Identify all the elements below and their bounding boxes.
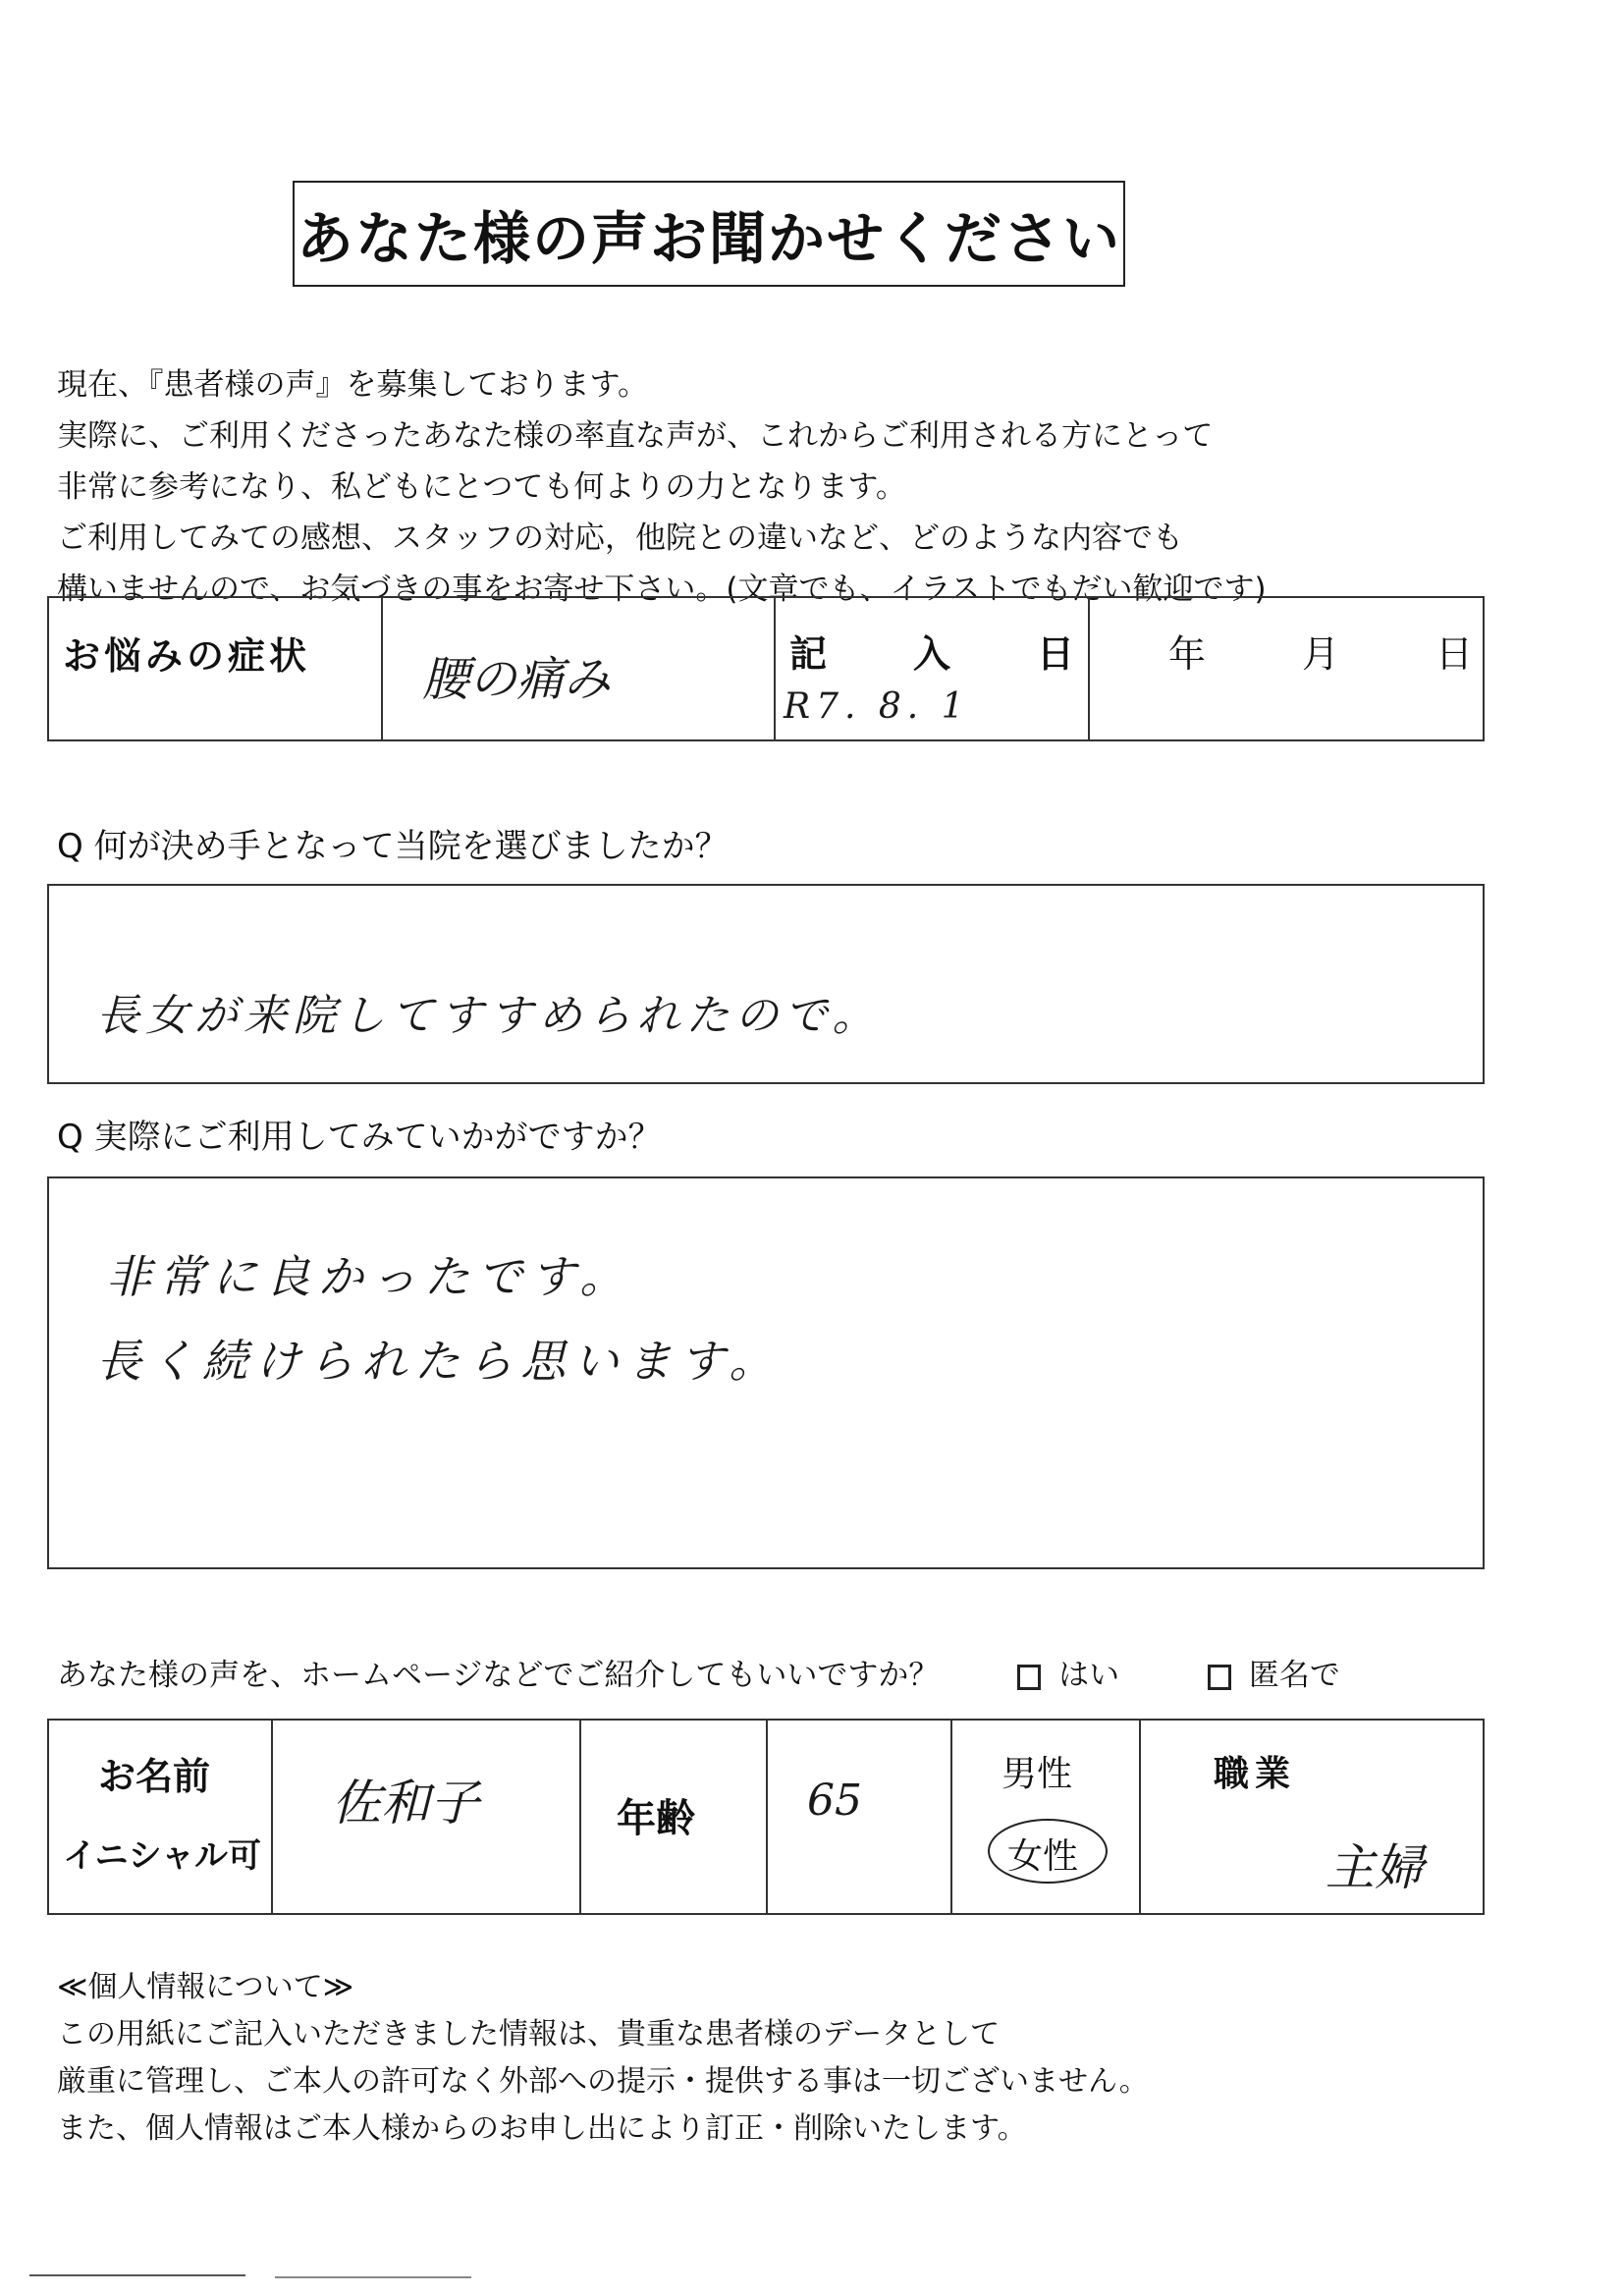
symptom-value: 腰の痛み [422,652,612,707]
name-label: お名前 [98,1755,211,1798]
job-label-cell [1139,1721,1316,1913]
page-title: あなた様の声お聞かせください [293,181,1125,287]
intro-line: 実際に、ご利用くださったあなた様の率直な声が、これからご利用される方にとって [57,418,1214,454]
q1-answer: 長女が来院してすすめられたので。 [96,991,882,1041]
date-units-cell [1088,598,1485,739]
initial-label: イニシャル可 [63,1836,261,1876]
privacy-line: 厳重に管理し、ご本人の許可なく外部への提示・提供する事は一切ございません。 [57,2064,1149,2099]
q2-answer-line: 非常に良かったです。 [106,1250,633,1303]
intro-line: 非常に参考になり、私どもにとつても何よりの力となります。 [57,469,906,505]
job-label: 職業 [1214,1754,1297,1794]
job-value-cell[interactable] [1316,1721,1483,1913]
gender-cell [950,1721,1139,1913]
privacy-section [57,1964,1149,2153]
q1-question: Q 何が決め手となって当院を選びましたか？ [57,827,729,866]
intro-line: ご利用してみての感想、スタッフの対応，他院との違いなど、どのような内容でも [57,520,1183,556]
date-label: 記 入 日 [789,632,1074,676]
yes-checkbox[interactable] [1017,1665,1041,1690]
female-option[interactable]: 女性 [1007,1836,1079,1877]
q1-answer-box[interactable] [47,884,1485,1084]
year-unit: 年 [1168,632,1207,676]
consent-row [57,1650,1340,1694]
q2-answer-line: 長く続けられたら思います。 [96,1335,783,1388]
month-unit: 月 [1301,632,1339,676]
symptom-label: お悩みの症状 [63,634,311,678]
male-option[interactable]: 男性 [1001,1754,1073,1794]
anon-checkbox[interactable] [1208,1665,1231,1690]
privacy-line: また、個人情報はご本人様からのお申し出により訂正・削除いたします。 [57,2111,1027,2146]
symptom-value-cell[interactable] [381,598,774,739]
name-value: 佐和子 [332,1775,479,1831]
q2-question: Q 実際にご利用してみていかがですか？ [57,1118,662,1157]
symptom-row [47,596,1485,741]
yes-label: はい [1058,1658,1120,1693]
age-label: 年齢 [617,1796,695,1841]
profile-table [47,1719,1485,1915]
job-value: 主婦 [1326,1839,1424,1896]
privacy-heading: ≪個人情報について≫ [57,1970,354,2004]
q2-answer-box[interactable] [47,1176,1485,1569]
day-unit: 日 [1435,632,1473,676]
privacy-line: この用紙にご記入いただきました情報は、貴重な患者様のデータとして [57,2017,1000,2051]
intro-text [57,359,1530,615]
age-value: 65 [807,1776,862,1826]
consent-question: あなた様の声を、ホームページなどでご紹介してもいいですか？ [57,1658,940,1693]
scan-artifact [29,2274,245,2276]
date-units [1168,624,1473,678]
date-value: R7. 8. 1 [784,686,970,727]
intro-line: 現在、『患者様の声』を募集しております。 [57,367,649,403]
scan-artifact [275,2276,471,2278]
age-label-cell [579,1721,766,1913]
date-cell[interactable] [774,598,1088,739]
intro-line: 構いませんので、お気づきの事をお寄せ下さい。(文章でも、イラストでもだい歓迎です) [57,572,1267,607]
anon-label: 匿名で [1248,1658,1340,1693]
age-value-cell[interactable] [766,1721,950,1913]
name-value-cell[interactable] [271,1721,579,1913]
